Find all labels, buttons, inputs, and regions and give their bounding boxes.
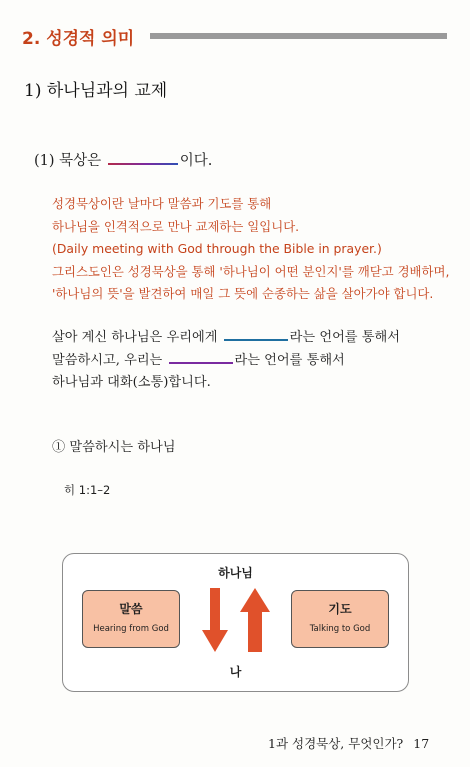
paragraph-text: 라는 언어를 통해서 <box>289 330 400 345</box>
paragraph-text: 라는 언어를 통해서 <box>234 352 345 368</box>
question-suffix: 이다. <box>179 153 213 169</box>
definition-block <box>52 193 449 306</box>
arrow-down-icon <box>202 588 228 652</box>
question-prefix: (1) 묵상은 <box>34 153 102 169</box>
arrows-graphic <box>201 586 273 654</box>
paragraph-text: 말씀하시고, 우리는 <box>52 352 163 368</box>
prayer-box-title: 기도 <box>328 602 352 616</box>
answer-blank <box>224 339 288 341</box>
section-title: 2. 성경적 의미 <box>22 29 135 49</box>
section-header <box>22 24 447 50</box>
section-divider <box>150 33 447 39</box>
answer-blank <box>169 362 233 364</box>
arrow-up-icon <box>240 588 270 652</box>
definition-line: '하나님의 뜻'을 발견하여 매일 그 뜻에 순종하는 삶을 살아가야 합니다. <box>52 286 434 302</box>
definition-line: 성경묵상이란 날마다 말씀과 기도를 통해 <box>52 196 272 211</box>
word-box-subtitle: Hearing from God <box>93 624 169 634</box>
chapter-title: 1과 성경묵상, 무엇인가? <box>268 736 404 751</box>
page-number: 17 <box>413 736 430 751</box>
body-paragraph <box>52 327 400 395</box>
diagram-bottom-label: 나 <box>229 665 242 679</box>
question-line <box>34 149 212 170</box>
paragraph-text: 살아 계신 하나님은 우리에게 <box>52 330 218 345</box>
paragraph-line-3: 하나님과 대화(소통)합니다. <box>52 375 211 390</box>
subsection-title: 1) 하나님과의 교제 <box>24 81 168 101</box>
word-box <box>82 590 180 648</box>
sub-item-heading: ① 말씀하시는 하나님 <box>52 440 176 455</box>
page-footer <box>268 734 429 752</box>
answer-blank <box>108 163 178 165</box>
paragraph-line-1 <box>52 327 400 350</box>
diagram-top-label: 하나님 <box>218 566 253 580</box>
word-box-title: 말씀 <box>119 602 143 616</box>
definition-line: 하나님을 인격적으로 만나 교제하는 일입니다. <box>52 218 300 234</box>
definition-line: 그리스도인은 성경묵상을 통해 '하나님이 어떤 분인지'를 깨닫고 경배하며, <box>52 263 450 279</box>
communication-diagram <box>62 553 409 692</box>
paragraph-line-2 <box>52 350 400 373</box>
definition-line: (Daily meeting with God through the Bible in prayer.) <box>52 241 382 257</box>
scripture-reference: 히 1:1–2 <box>64 483 111 497</box>
prayer-box-subtitle: Talking to God <box>309 624 371 634</box>
prayer-box <box>291 590 389 648</box>
